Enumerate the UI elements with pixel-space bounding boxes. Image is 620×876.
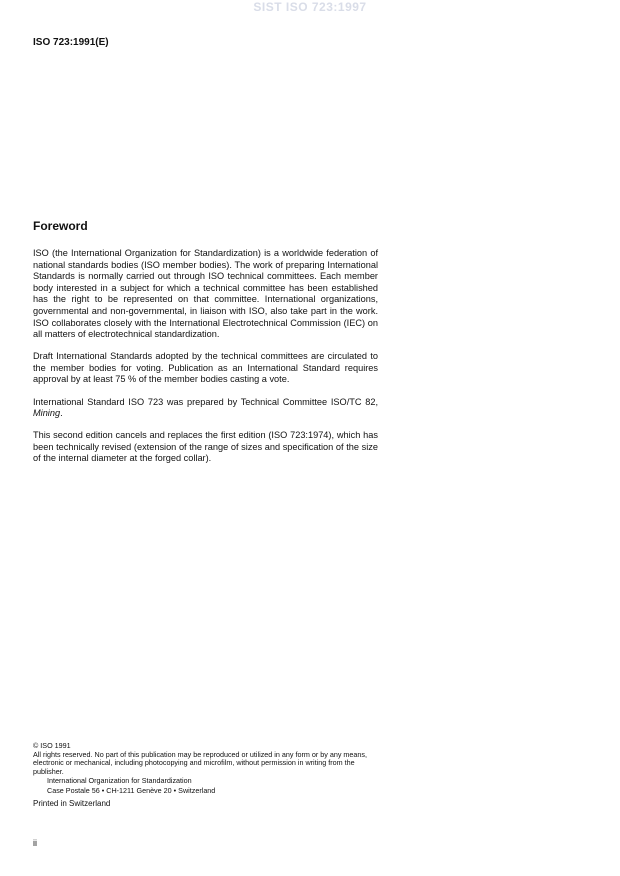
document-id: ISO 723:1991(E)	[33, 37, 109, 48]
paragraph-3-text: International Standard ISO 723 was prepared by Technical Committee ISO/TC 82,	[33, 396, 378, 407]
organization-address: Case Postale 56 • CH-1211 Genève 20 • Switzerland	[47, 785, 216, 795]
rights-statement: All rights reserved. No part of this publication may be reproduced or utilized in any form or by any means, electronic or mechanical, including photocopying and microfilm, without permission in writing from the publisher.	[33, 749, 367, 776]
foreword-heading: Foreword	[33, 219, 88, 233]
organization-name: International Organization for Standardization	[47, 776, 192, 786]
foreword-paragraph-2: Draft International Standards adopted by the technical committees are circulated to the member bodies for voting. Publication as an International Standard requires approval by at least 75 % of the member bodies casting a vote.	[33, 351, 378, 385]
printed-in: Printed in Switzerland	[33, 798, 111, 808]
foreword-paragraph-3	[33, 397, 378, 420]
foreword-body	[33, 248, 378, 476]
foreword-paragraph-1: ISO (the International Organization for Standardization) is a worldwide federation of national standards bodies (ISO member bodies). The work of preparing International Standards is normally carried out through ISO technical committees. Each member body interested in a subject for which a technical committee has been established has the right to be represented on that committee. International organizations, governmental and non-governmental, in liaison with ISO, also take part in the work. ISO collaborates closely with the International Electrotechnical Commission (IEC) on all matters of electrotechnical standardization.	[33, 248, 378, 340]
foreword-paragraph-4: This second edition cancels and replaces the first edition (ISO 723:1974), which has been technically revised (extension of the range of sizes and specification of the size of the internal diameter at the forged collar).	[33, 430, 378, 464]
paragraph-3-end: .	[60, 408, 63, 419]
page-number: ii	[33, 838, 37, 848]
committee-name: Mining	[33, 408, 61, 419]
copyright-notice: © ISO 1991	[33, 741, 71, 750]
copyright-footer	[33, 742, 383, 808]
watermark: SIST ISO 723:1997	[253, 0, 367, 14]
